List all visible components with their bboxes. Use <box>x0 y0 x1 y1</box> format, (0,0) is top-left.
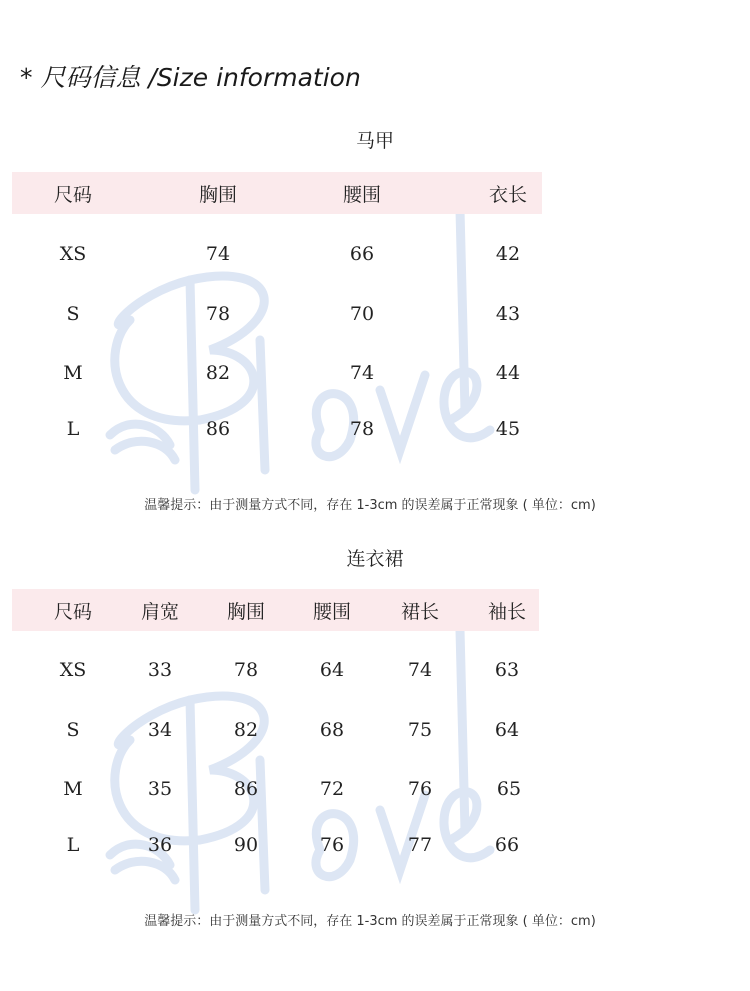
table-header-cell: 裙长 <box>400 601 440 623</box>
table-cell: 74 <box>407 659 433 681</box>
table-cell: 64 <box>319 659 345 681</box>
table-cell: 78 <box>233 659 259 681</box>
table-cell: 86 <box>205 418 231 440</box>
table-cell: 75 <box>407 719 433 741</box>
table-cell: 44 <box>495 362 521 384</box>
table-cell: 78 <box>205 303 231 325</box>
table-cell: 34 <box>147 719 173 741</box>
table-cell: 35 <box>147 778 173 800</box>
table-header-cell: 肩宽 <box>140 601 180 623</box>
table-cell: M <box>63 778 83 800</box>
table-cell: 36 <box>147 834 173 856</box>
table-cell: 66 <box>349 243 375 265</box>
page-heading: * 尺码信息 /Size information <box>20 63 361 92</box>
table-cell: 66 <box>494 834 520 856</box>
watermark-logo <box>90 200 550 500</box>
table-cell: 43 <box>495 303 521 325</box>
table-cell: 68 <box>319 719 345 741</box>
table-cell: 77 <box>407 834 433 856</box>
table-cell: 63 <box>494 659 520 681</box>
table-cell: 72 <box>319 778 345 800</box>
table-cell: 74 <box>349 362 375 384</box>
table-cell: L <box>66 418 80 440</box>
table-cell: 42 <box>495 243 521 265</box>
table-cell: 65 <box>496 778 522 800</box>
table-header-cell: 胸围 <box>198 184 238 206</box>
table-cell: S <box>66 719 80 741</box>
table-header-cell: 尺码 <box>53 601 93 623</box>
table-cell: 74 <box>205 243 231 265</box>
table-title: 连衣裙 <box>346 548 404 570</box>
table-header-cell: 腰围 <box>342 184 382 206</box>
table-cell: 82 <box>205 362 231 384</box>
table-cell: 64 <box>494 719 520 741</box>
table-cell: 78 <box>349 418 375 440</box>
table-cell: L <box>66 834 80 856</box>
table-header-cell: 袖长 <box>487 601 527 623</box>
table-header-cell: 腰围 <box>312 601 352 623</box>
table-cell: 33 <box>147 659 173 681</box>
table-cell: 90 <box>233 834 259 856</box>
table-title: 马甲 <box>355 130 394 152</box>
table-cell: 45 <box>495 418 521 440</box>
table-cell: 76 <box>407 778 433 800</box>
table-cell: 76 <box>319 834 345 856</box>
table-header-cell: 衣长 <box>488 184 528 206</box>
table-cell: M <box>63 362 83 384</box>
measurement-note: 温馨提示：由于测量方式不同，存在 1-3cm 的误差属于正常现象 ( 单位：cm) <box>144 498 596 513</box>
table-cell: 86 <box>233 778 259 800</box>
table-cell: 82 <box>233 719 259 741</box>
table-cell: 70 <box>349 303 375 325</box>
table-cell: XS <box>59 243 87 265</box>
table-header-cell: 尺码 <box>53 184 93 206</box>
measurement-note: 温馨提示：由于测量方式不同，存在 1-3cm 的误差属于正常现象 ( 单位：cm) <box>144 914 596 929</box>
table-header-cell: 胸围 <box>226 601 266 623</box>
table-cell: XS <box>59 659 87 681</box>
table-cell: S <box>66 303 80 325</box>
